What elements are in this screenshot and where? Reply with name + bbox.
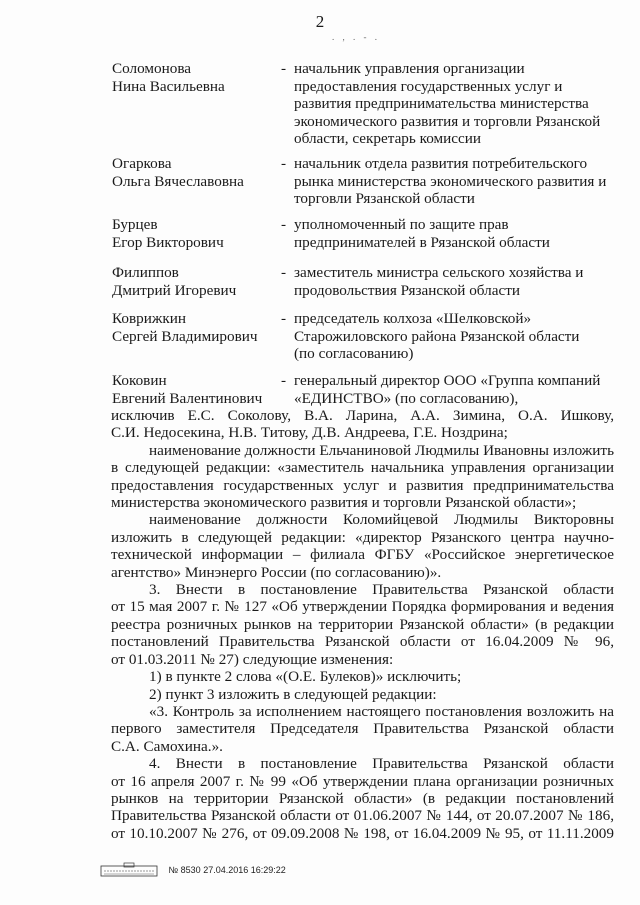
member-name-line: Дмитрий Игоревич bbox=[112, 281, 237, 299]
member-name bbox=[112, 264, 282, 299]
registration-stamp-text: № 8530 27.04.2016 16:29:22 bbox=[168, 865, 286, 875]
body-text-line: от 16 апреля 2007 г. № 99 «Об утверждении плана организации розничных bbox=[111, 772, 614, 790]
member-name bbox=[112, 372, 282, 407]
member-name-line: Нина Васильевна bbox=[112, 77, 225, 95]
member-name-line: Соломонова bbox=[112, 60, 192, 77]
body-text-line: от 10.10.2007 № 276, от 09.09.2008 № 198, от 16.04.2009 № 95, от 11.11.2009 bbox=[111, 824, 614, 842]
body-text-line: технической информации – филиала ФГБУ «Российское энергетическое bbox=[111, 546, 614, 564]
member-role-line: уполномоченный по защите прав bbox=[294, 216, 509, 233]
member-name bbox=[112, 60, 282, 95]
member-role-line: предпринимателей в Рязанской области bbox=[294, 233, 550, 251]
body-text-line: 2) пункт 3 изложить в следующей редакции: bbox=[149, 685, 437, 703]
member-name bbox=[112, 155, 282, 190]
member-dash: - bbox=[281, 155, 287, 172]
header-dots: . , . - . bbox=[332, 32, 380, 42]
member-role-line: предоставления государственных услуг и bbox=[294, 77, 563, 95]
member-role bbox=[294, 264, 614, 299]
member-role-line: развития предпринимательства министерства bbox=[294, 95, 589, 112]
body-text-line: «3. Контроль за исполнением настоящего постановления возложить на bbox=[149, 702, 614, 720]
member-role-line: экономического развития и торговли Рязанской bbox=[294, 112, 601, 130]
body-text-line: наименование должности Ельчаниновой Людмилы Ивановны изложить bbox=[149, 441, 614, 459]
body-text-line: реестра розничных рынков на территории Рязанской области» (в редакции bbox=[111, 615, 614, 633]
member-dash: - bbox=[281, 60, 287, 77]
body-text-line: Правительства Рязанской области от 01.06.2007 № 144, от 20.07.2007 № 186, bbox=[111, 807, 614, 825]
body-text-line: рынков на территории Рязанской области» (в редакции постановлений bbox=[111, 789, 614, 807]
body-text-line: исключив Е.С. Соколову, В.А. Ларина, А.А. Зимина, О.А. Ишкову, bbox=[111, 407, 614, 424]
member-name-line: Ольга Вячеславовна bbox=[112, 172, 244, 190]
member-name-line: Сергей Владимирович bbox=[112, 327, 258, 345]
member-role-line: «ЕДИНСТВО» (по согласованию), bbox=[294, 389, 519, 407]
printer-logo-icon bbox=[100, 862, 158, 878]
member-dash: - bbox=[281, 310, 287, 327]
body-text-line: наименование должности Коломийцевой Людмилы Викторовны bbox=[149, 511, 614, 529]
member-name-line: Евгений Валентинович bbox=[112, 389, 263, 407]
member-dash: - bbox=[281, 264, 287, 281]
member-role-line: начальник отдела развития потребительского bbox=[294, 155, 588, 172]
member-name-line: Филиппов bbox=[112, 264, 179, 281]
member-name bbox=[112, 310, 282, 345]
body-text-line: постановлений Правительства Рязанской области от 16.04.2009 № 96, bbox=[111, 633, 614, 651]
member-role bbox=[294, 372, 614, 407]
body-text-line: изложить в следующей редакции: «директор Рязанского центра научно- bbox=[111, 528, 614, 546]
body-text-line: от 01.03.2011 № 27) следующие изменения: bbox=[111, 650, 394, 668]
member-name-line: Огаркова bbox=[112, 155, 172, 172]
member-role-line: продовольствия Рязанской области bbox=[294, 281, 520, 299]
member-role-line: председатель колхоза «Шелковской» bbox=[294, 310, 532, 327]
member-name-line: Коврижкин bbox=[112, 310, 186, 327]
member-dash: - bbox=[281, 216, 287, 233]
member-role-line: (по согласованию) bbox=[294, 345, 414, 362]
body-text-line: агентство» Минэнерго России (по согласованию)». bbox=[111, 563, 442, 581]
member-role-line: заместитель министра сельского хозяйства и bbox=[294, 264, 584, 281]
member-name-line: Бурцев bbox=[112, 216, 158, 233]
member-role bbox=[294, 155, 614, 208]
member-role-line: области, секретарь комиссии bbox=[294, 130, 482, 147]
member-role bbox=[294, 60, 614, 148]
member-role-line: начальник управления организации bbox=[294, 60, 525, 77]
page-number: 2 bbox=[315, 12, 325, 31]
body-text-line: С.А. Самохина.». bbox=[111, 737, 223, 755]
member-role-line: торговли Рязанской области bbox=[294, 190, 475, 207]
body-text-line: предоставления государственных услуг и развития предпринимательства bbox=[111, 476, 614, 494]
document-body bbox=[111, 407, 614, 842]
member-role bbox=[294, 216, 614, 251]
body-text-line: от 15 мая 2007 г. № 127 «Об утверждении Порядка формирования и ведения bbox=[111, 598, 614, 616]
body-text-line: С.И. Недосекина, Н.В. Титову, Д.В. Андреева, Г.Е. Ноздрина; bbox=[111, 424, 508, 442]
member-role-line: генеральный директор ООО «Группа компаний bbox=[294, 372, 601, 389]
body-text-line: 4. Внести в постановление Правительства Рязанской области bbox=[149, 755, 614, 773]
footer bbox=[100, 862, 286, 878]
member-name-line: Егор Викторович bbox=[112, 233, 224, 251]
body-text-line: министерства экономического развития и торговли Рязанской области»; bbox=[111, 494, 577, 512]
member-dash: - bbox=[281, 372, 287, 389]
member-name-line: Коковин bbox=[112, 372, 167, 389]
member-role-line: Старожиловского района Рязанской области bbox=[294, 327, 580, 345]
body-text-line: первого заместителя Председателя Правительства Рязанской области bbox=[111, 720, 614, 738]
body-text-line: 3. Внести в постановление Правительства Рязанской области bbox=[149, 581, 614, 599]
member-name bbox=[112, 216, 282, 251]
body-text-line: 1) в пункте 2 слова «(О.Е. Булеков)» исключить; bbox=[149, 668, 462, 686]
member-role bbox=[294, 310, 614, 363]
member-role-line: рынка министерства экономического развития и bbox=[294, 172, 607, 190]
body-text-line: в следующей редакции: «заместитель начальника управления организации bbox=[111, 459, 614, 477]
